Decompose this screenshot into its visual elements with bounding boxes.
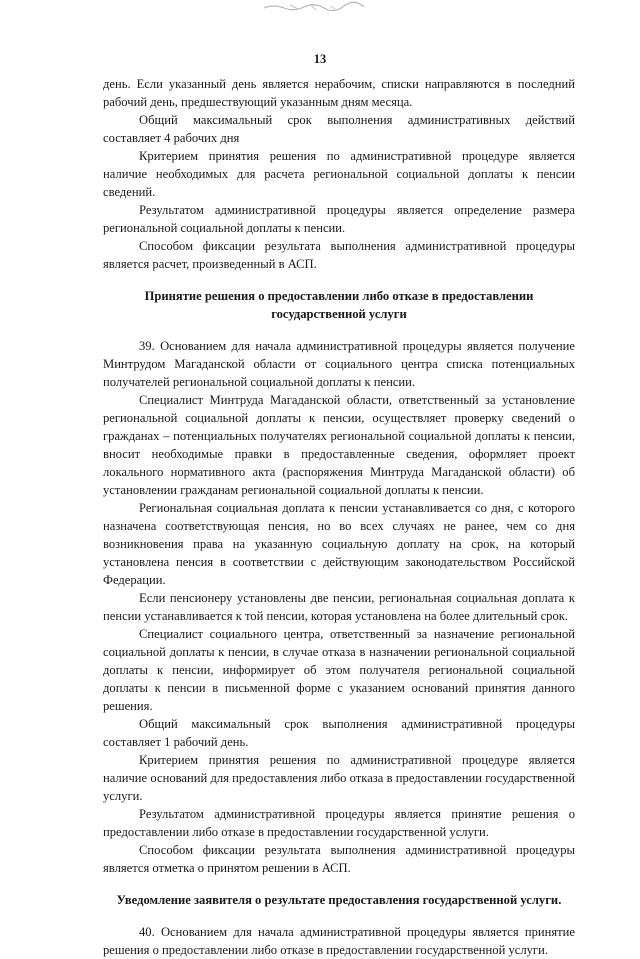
paragraph: 40. Основанием для начала административной процедуры является принятие решения о предоставлении либо отказе в предоставлении государственной услуги. [103, 925, 575, 957]
paragraph: Специалист социального центра, ответственный за назначение региональной социальной доплаты к пенсии, в случае отказа в назначении региональной социальной доплаты к пенсии, информирует об этом получателя региональной социальной доплаты к пенсии в письменной форме с указанием оснований принятия данного решения. [103, 627, 575, 713]
paragraph: Общий максимальный срок выполнения административной процедуры составляет 1 рабочий день. [103, 717, 575, 749]
section-heading-notification: Уведомление заявителя о результате предоставления государственной услуги. [116, 893, 562, 907]
paragraph: Способом фиксации результата выполнения административной процедуры является отметка о принятом решении в АСП. [103, 843, 575, 875]
paragraph: Критерием принятия решения по административной процедуре является наличие оснований для предоставления либо отказа в предоставлении государственной услуги. [103, 753, 575, 803]
paragraph: Критерием принятия решения по административной процедуре является наличие необходимых для расчета региональной социальной доплаты к пенсии сведений. [103, 149, 575, 199]
paragraph: Если пенсионеру установлены две пенсии, региональная социальная доплата к пенсии устанавливается к той пенсии, которая установлена на более длительный срок. [103, 591, 575, 623]
paragraph: Результатом административной процедуры является принятие решения о предоставлении либо отказе в предоставлении государственной услуги. [103, 807, 575, 839]
paragraph: Общий максимальный срок выполнения административных действий составляет 4 рабочих дня [103, 113, 575, 145]
document-body [103, 75, 575, 959]
paragraph: 39. Основанием для начала административной процедуры является получение Минтрудом Магаданской области от социального центра списка потенциальных получателей региональной социальной доплаты к пенсии. [103, 339, 575, 389]
section-heading-decision: Принятие решения о предоставлении либо отказе в предоставлении государственной услуги [144, 289, 534, 321]
faint-stamp-mark [260, 0, 380, 14]
paragraph: Региональная социальная доплата к пенсии устанавливается со дня, с которого назначена соответствующая пенсия, но во всех случаях не ранее, чем со дня возникновения права на указанную социальную доплату на срок, на который установлена пенсия в соответствии с действующим законодательством Российской Федерации. [103, 501, 575, 587]
paragraph: Способом фиксации результата выполнения административной процедуры является расчет, произведенный в АСП. [103, 239, 575, 271]
paragraph: Результатом административной процедуры является определение размера региональной социальной доплаты к пенсии. [103, 203, 575, 235]
paragraph: Специалист Минтруда Магаданской области, ответственный за установление региональной социальной доплаты к пенсии, осуществляет проверку сведений о гражданах – потенциальных получателях региональной социальной доплаты к пенсии, вносит необходимые правки в предоставленные сведения, оформляет проект локального нормативного акта (распоряжения Минтруда Магаданской области) об установлении гражданам региональной социальной доплаты к пенсии. [103, 393, 575, 497]
paragraph: день. Если указанный день является нерабочим, списки направляются в последний рабочий день, предшествующий указанным дням месяца. [103, 77, 575, 109]
page-number: 13 [313, 52, 327, 66]
